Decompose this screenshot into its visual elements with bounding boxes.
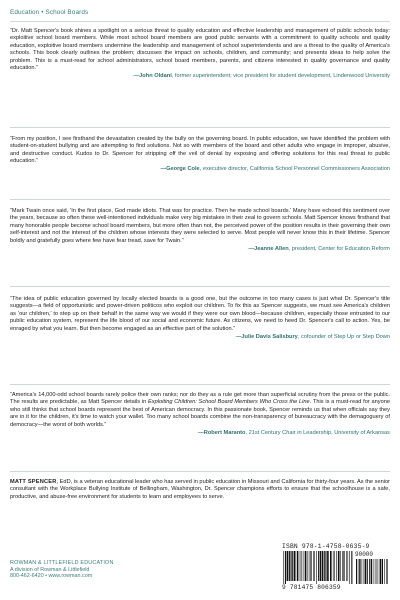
- quote-attribution: —George Cole, executive director, California School Personnel Commissioners Association: [160, 166, 390, 173]
- endorsement-quote-3: [10, 208, 390, 253]
- quote-attribution: —Jeanne Allen, president, Center for Education Reform: [248, 245, 390, 252]
- endorsement-quote-5: [10, 392, 390, 437]
- isbn-number: ISBN 978-1-4758-0635-9: [282, 543, 370, 550]
- endorser-name: George Cole: [166, 166, 200, 173]
- quote-attribution: —Robert Maranto, 21st Century Chair in Leadership, University of Arkansas: [198, 429, 390, 436]
- divider: [10, 286, 390, 287]
- quote-attribution: —John Oldani, former superintendent; vice president for student development, Lindenwood University: [133, 72, 390, 79]
- author-name: MATT SPENCER: [10, 479, 57, 485]
- divider: [10, 384, 390, 385]
- barcode-digits: 9 781475 806359: [282, 584, 341, 591]
- endorser-role: , 21st Century Chair in Leadership, University of Arkansas: [245, 429, 390, 436]
- author-bio-text: , EdD, is a veteran educational leader who has served in public education in Missouri and California for thirty-four years. As the senior consultant with the Workplace Bullying Institute of Bellingham, Washington, Dr. Spencer champions efforts to ensure that the schoolhouse is a safe, productive, and abuse-free environment for students to learn and employees to serve.: [10, 479, 390, 500]
- divider: [10, 127, 390, 128]
- quote-text: “The idea of public education governed by locally elected boards is a good one, but the outcome in too many cases is just what Dr. Spencer's title suggests—a field of opportunistic and power-driven politicos who exploit our children. To fix this as Spencer suggests, we must see America's children as ‘our children,’ to step up on their behalf in the same way we would if they were our own blood—because children, especially those entrusted to our public education system, represent the life blood of our social and economic future. As citizens, we need to heed Dr. Spencer's call to action. Yes, be enraged by what you learn. But then become engaged as an effective part of the solution.”: [10, 296, 390, 332]
- endorser-role: , cofounder of Step Up or Step Down: [297, 333, 390, 340]
- endorsement-quote-1: [10, 28, 390, 80]
- endorser-role: , president, Center for Education Reform: [288, 245, 390, 252]
- publisher-info: [10, 560, 114, 580]
- publisher-name: ROWMAN & LITTLEFIELD EDUCATION: [10, 560, 114, 566]
- endorser-name: Julie Davis Salisbury: [241, 333, 298, 340]
- endorsement-quote-4: [10, 296, 390, 341]
- endorser-name: John Oldani: [139, 72, 172, 79]
- divider: [10, 21, 390, 22]
- endorser-name: Jeanne Allen: [254, 245, 289, 252]
- endorser-name: Robert Maranto: [203, 429, 246, 436]
- book-title: Exploiting Children: School Board Members Who Cross the Line: [148, 399, 310, 406]
- endorser-role: , former superintendent; vice president for student development, Lindenwood University: [171, 72, 390, 79]
- author-bio: [10, 479, 390, 501]
- divider: [10, 471, 390, 472]
- category-label: Education • School Boards: [10, 9, 89, 16]
- publisher-division: A division of Rowman & Littlefield: [10, 566, 90, 573]
- endorsement-quote-2: [10, 136, 390, 174]
- publisher-website: www.rowman.com: [48, 573, 93, 580]
- barcode-icon: [282, 551, 392, 585]
- price-code: 90000: [355, 551, 374, 558]
- quote-text: “From my position, I see firsthand the devastation created by the bully on the governing board. In public education, we have identified the problem with student-on-student bullying and are attempting to find solutions. Not so with members of the board and other adults who engage in improper, abusive, and destructive conduct. Kudos to Dr. Spencer for stripping off the veil of denial by exposing and offering solutions for this real threat to public education.”: [10, 136, 390, 165]
- quote-text: “America's 14,000-odd school boards rarely police their own ranks; nor do they as a rule get more than superficial scrutiny from the press or the public. The results are predictable, as Matt Spencer details in Exploiting Children: School Board Members Who Cross the Line. This is a must-read for anyone who still thinks that school boards represent the best of American democracy. In this passionate book, Spencer reminds us that when officials say they are in it for the children, it's time to watch your wallet. Too many school boards combine the non-transparency of bureaucracy with the demagoguery of democracy—the worst of both worlds.”: [10, 392, 391, 428]
- quote-text: “Dr. Matt Spencer's book shines a spotlight on a serious threat to quality education and effective leadership and management of public schools today: exploitive school board members. While most school board members are good public servants with a commitment to quality schools and quality education, exploitive board members undermine the leadership and management of school superintendents and are a threat to the quality of America's schools. This book clearly outlines the problem; discusses the impact on schools, children, and community; and presents ideas to help solve the problem. This is a must-read for school administrators, school board members, parents, and citizens interested in quality governance and quality education.”: [10, 28, 390, 72]
- divider: [10, 199, 390, 200]
- quote-attribution: —Julie Davis Salisbury, cofounder of Step Up or Step Down: [235, 333, 390, 340]
- quote-text: “Mark Twain once said, ‘In the first place, God made idiots. That was for practice. Then he made school boards.’ Many have echoed this sentiment over the years, because so often these well-intentioned individuals make very big mistakes in their zeal to govern schools. Matt Spencer knows firsthand that many honorable people become school board members, but more often than not, the perceived power of the position results in their governing their own self-interest and not the interest of the children whose interests they were selected to serve. Most people will never know this in their lifetime. Spencer boldly and gratefully goes where few have fear tread, save for Twain.”: [10, 208, 390, 244]
- publisher-phone: 800-462-6420: [10, 573, 44, 580]
- endorser-role: , executive director, California School Personnel Commissioners Association: [199, 166, 390, 173]
- publisher-contact: 800-462-6420 • www.rowman.com: [10, 573, 93, 580]
- isbn-barcode: [282, 543, 392, 593]
